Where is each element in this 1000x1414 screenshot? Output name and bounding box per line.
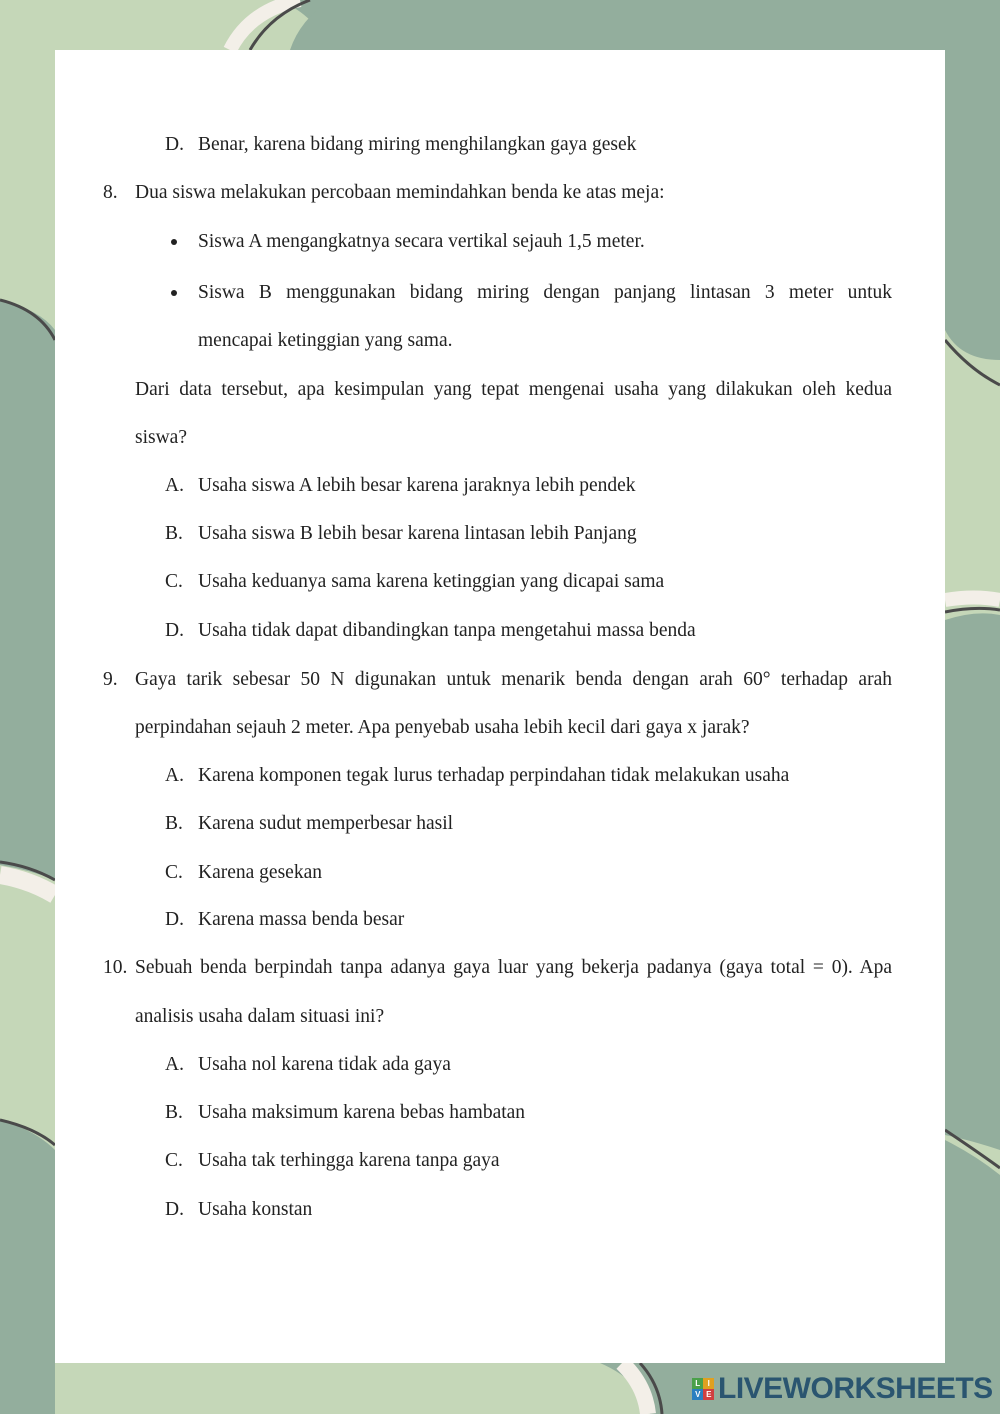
option-letter: A.	[165, 1054, 184, 1075]
option-letter: A.	[165, 765, 184, 786]
question-8-prompt	[135, 378, 892, 402]
bullet-continuation: mencapai ketinggian yang sama.	[198, 330, 453, 351]
option-letter: C.	[165, 571, 183, 592]
option-letter: C.	[165, 862, 183, 883]
option-text: Karena sudut memperbesar hasil	[198, 813, 454, 834]
bullet-item	[198, 281, 892, 305]
option-text: Benar, karena bidang miring menghilangkan gaya gesek	[198, 134, 637, 155]
logo-text: LIVEWORKSHEETS	[718, 1372, 993, 1405]
question-text: Sebuah benda berpindah tanpa adanya gaya luar yang bekerja padanya (gaya total = 0). Apa	[135, 957, 892, 978]
option-text: Usaha tidak dapat dibandingkan tanpa mengetahui massa benda	[198, 620, 696, 641]
question-number: 8.	[103, 182, 118, 203]
option-letter: B.	[165, 1102, 183, 1123]
option-text: Usaha siswa A lebih besar karena jaraknya lebih pendek	[198, 475, 636, 496]
bullet-text: Siswa A mengangkatnya secara vertikal sejauh 1,5 meter.	[198, 231, 645, 252]
question-text: perpindahan sejauh 2 meter. Apa penyebab usaha lebih kecil dari gaya x jarak?	[135, 717, 750, 738]
option-letter: C.	[165, 1150, 183, 1171]
option-letter: D.	[165, 1199, 184, 1220]
option-letter: B.	[165, 523, 183, 544]
question-text: analisis usaha dalam situasi ini?	[135, 1006, 385, 1027]
option-text: Karena gesekan	[198, 862, 322, 883]
question-text: Dua siswa melakukan percobaan memindahkan benda ke atas meja:	[135, 182, 665, 203]
option-letter: A.	[165, 475, 184, 496]
logo-mark-icon	[692, 1378, 714, 1400]
bullet-dot	[171, 290, 177, 296]
question-text: Gaya tarik sebesar 50 N digunakan untuk menarik benda dengan arah 60° terhadap arah	[135, 669, 892, 690]
logo-mark-letter: E	[703, 1389, 714, 1400]
option-text: Usaha nol karena tidak ada gaya	[198, 1054, 451, 1075]
option-text: Usaha konstan	[198, 1199, 313, 1220]
option-letter: D.	[165, 134, 184, 155]
question-number: 10.	[103, 957, 128, 978]
option-text: Karena komponen tegak lurus terhadap perpindahan tidak melakukan usaha	[198, 765, 790, 786]
option-text: Usaha siswa B lebih besar karena lintasan lebih Panjang	[198, 523, 637, 544]
question-text: Dari data tersebut, apa kesimpulan yang tepat mengenai usaha yang dilakukan oleh kedua	[135, 379, 892, 400]
worksheet-page	[55, 50, 945, 1363]
bullet-text: Siswa B menggunakan bidang miring dengan panjang lintasan 3 meter untuk	[198, 282, 892, 303]
logo-mark-letter: V	[692, 1389, 703, 1400]
option-text: Karena massa benda besar	[198, 909, 405, 930]
question-text: siswa?	[135, 427, 187, 448]
logo-mark-letter: L	[692, 1378, 703, 1389]
logo-mark-letter: I	[703, 1378, 714, 1389]
question-number: 9.	[103, 669, 118, 690]
liveworksheets-logo[interactable]	[692, 1372, 993, 1406]
option-letter: D.	[165, 909, 184, 930]
option-text: Usaha tak terhingga karena tanpa gaya	[198, 1150, 500, 1171]
option-text: Usaha maksimum karena bebas hambatan	[198, 1102, 526, 1123]
option-letter: B.	[165, 813, 183, 834]
option-text: Usaha keduanya sama karena ketinggian yang dicapai sama	[198, 571, 665, 592]
option-letter: D.	[165, 620, 184, 641]
bullet-dot	[171, 239, 177, 245]
